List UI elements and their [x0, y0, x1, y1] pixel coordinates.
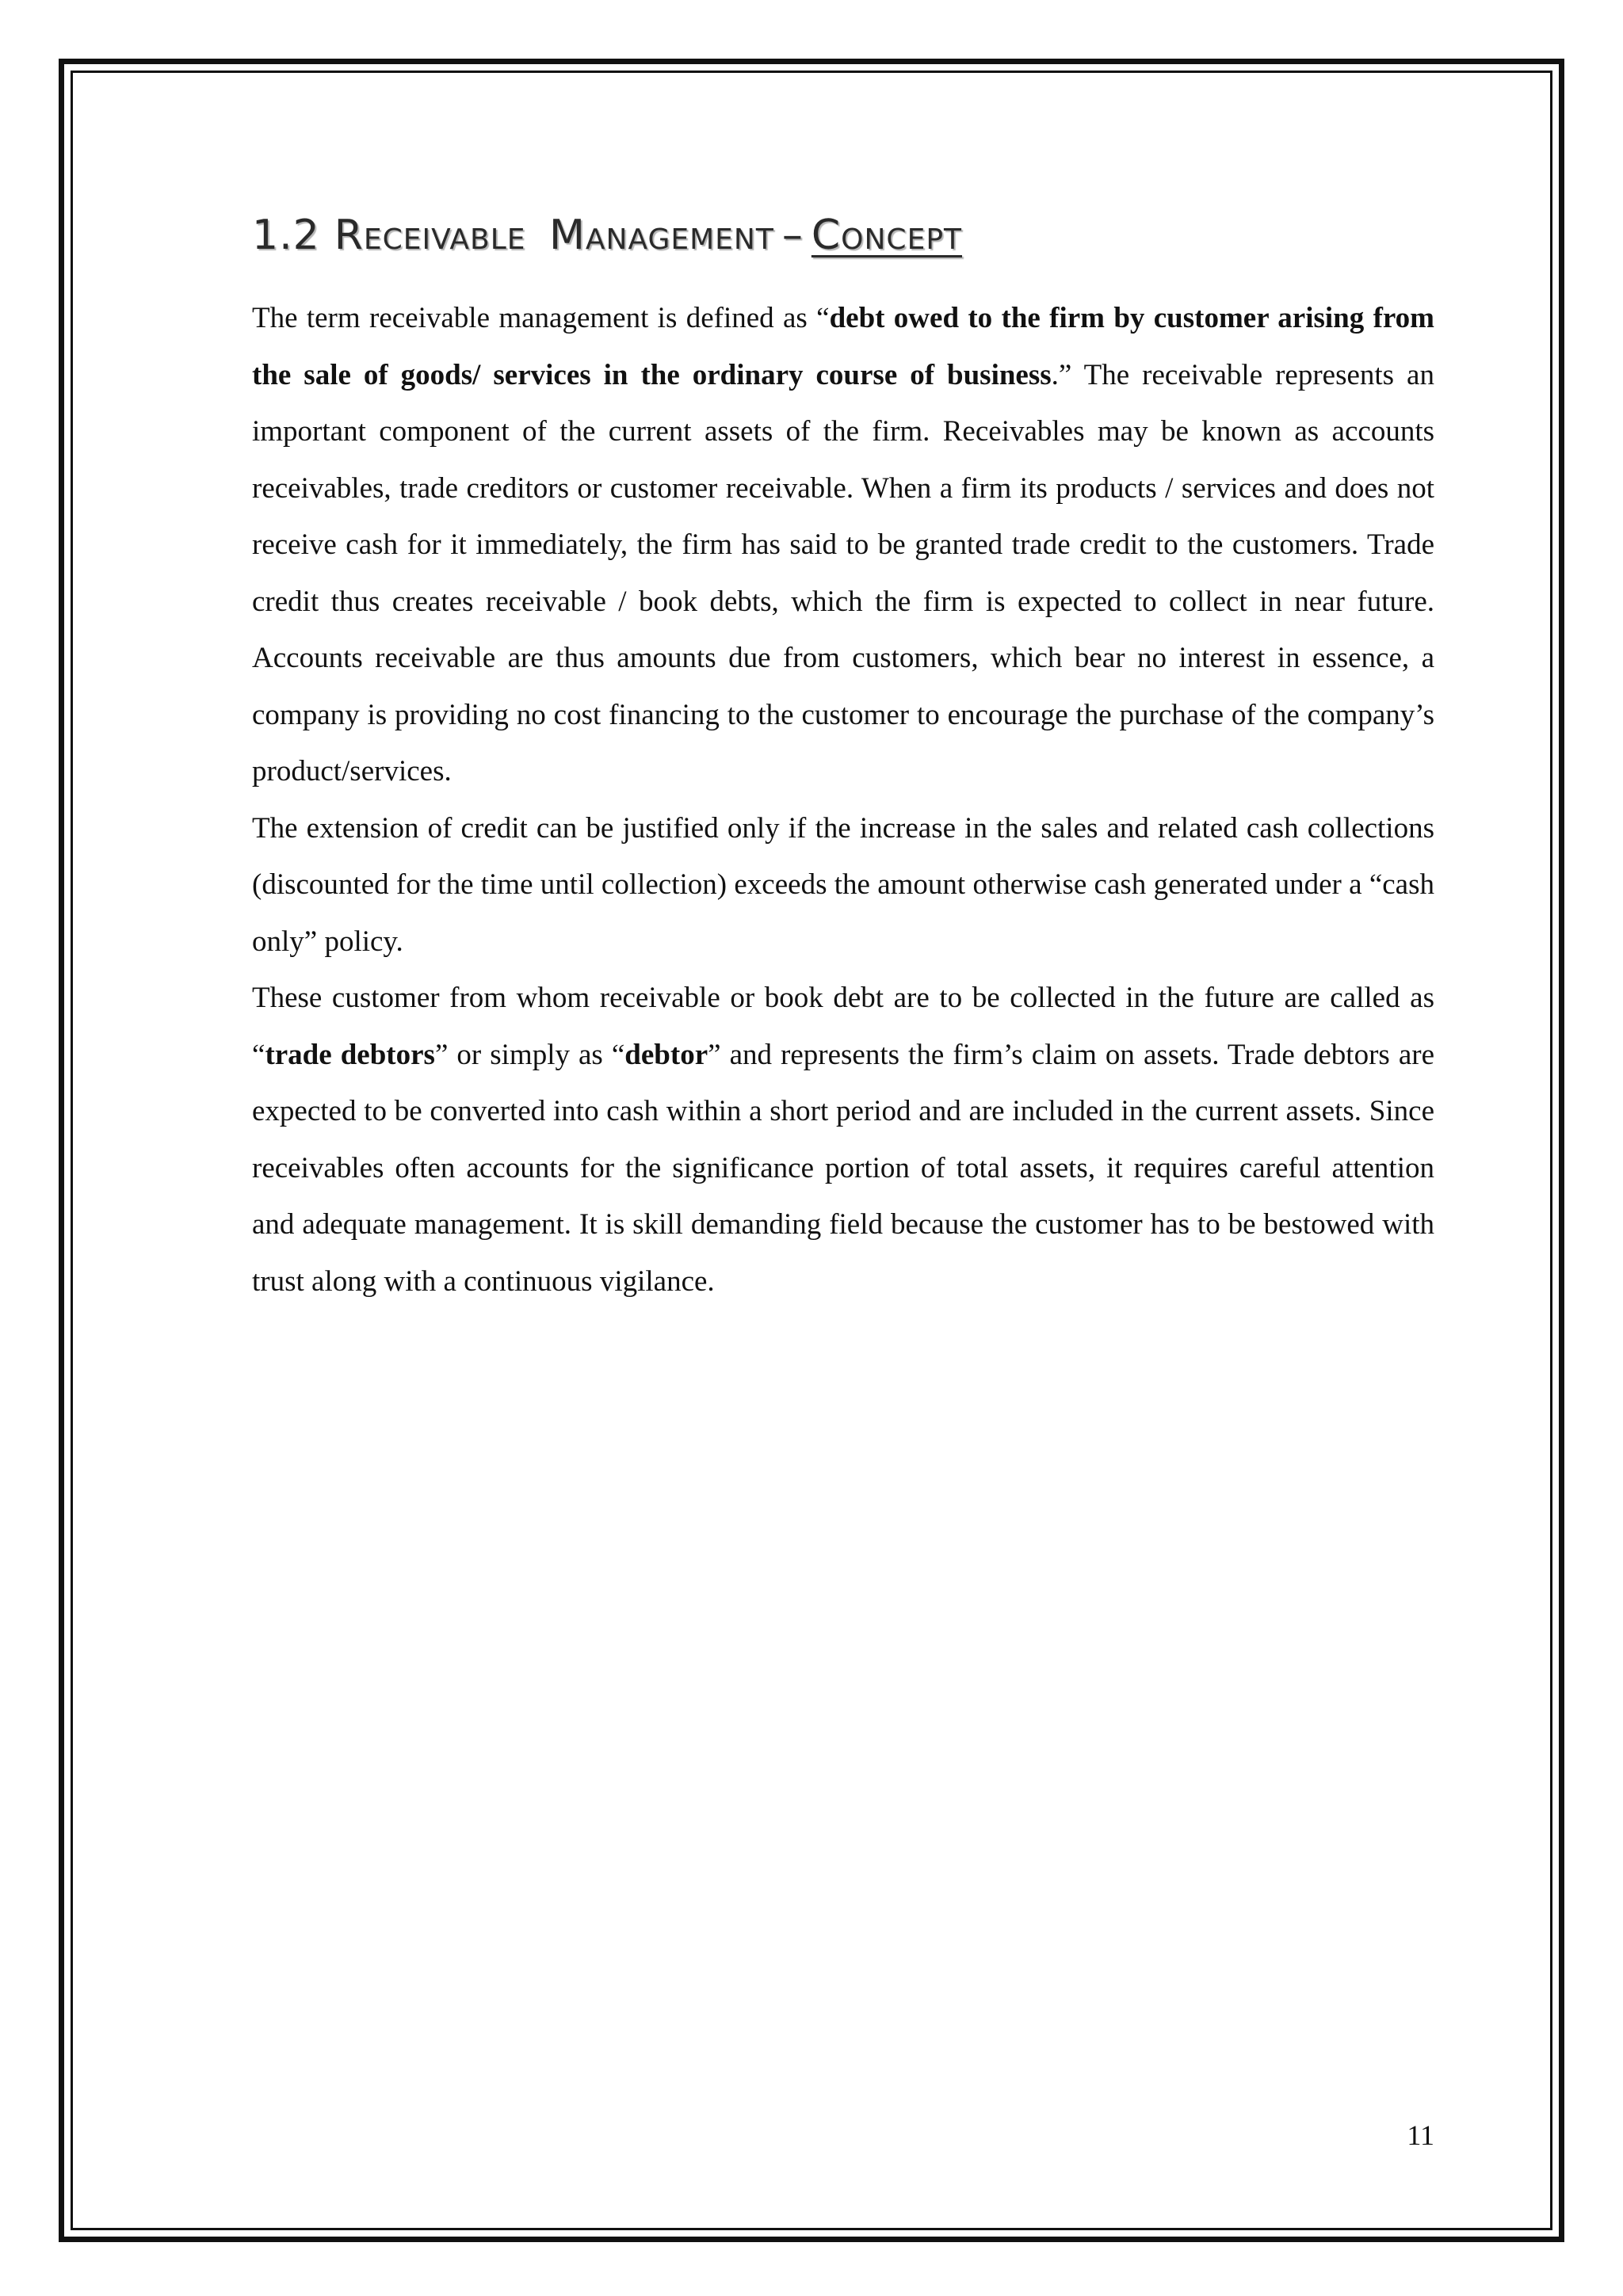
title-dash: –	[781, 212, 804, 259]
paragraph-text: The term receivable management is defined as “	[252, 302, 830, 334]
definition-bold-text: debt owed to the firm by customer arising from the sale of goods/ services in the ordinary course of business	[252, 302, 1434, 391]
paragraph-text: ” or simply as “	[434, 1038, 625, 1071]
section-number: 1.2	[252, 212, 320, 259]
paragraph-credit-extension	[252, 800, 1434, 971]
paragraph-text: .” The receivable represents an important component of the current assets of the firm. Receivables may be known as accounts receivables, trade creditors or customer receivable. When a firm its products / services and does not receive cash for it immediately, the firm has said to be granted trade credit to the customers. Trade credit thus creates receivable / book debts, which the firm is expected to collect in near future. Accounts receivable are thus amounts due from customers, which bear no interest in essence, a company is providing no cost financing to the customer to encourage the purchase of the company’s product/services.	[252, 358, 1434, 788]
section-subtitle-concept: Concept	[811, 212, 963, 259]
paragraph-text: The extension of credit can be justified only if the increase in the sales and related cash collections (discounted for the time until collection) exceeds the amount otherwise cash generated under a “cash only” policy.	[252, 811, 1434, 958]
paragraph-definition	[252, 290, 1434, 800]
paragraph-trade-debtors	[252, 970, 1434, 1310]
paragraph-text: These customer from whom receivable or book debt are to be collected in the future are called as “	[252, 982, 1434, 1071]
trade-debtors-bold: trade debtors	[265, 1038, 435, 1071]
paragraph-text: ” and represents the firm’s claim on assets. Trade debtors are expected to be converted into cash within a short period and are included in the current assets. Since receivables often accounts for the significance portion of total assets, it requires careful attention and adequate management. It is skill demanding field because the customer has to be bestowed with trust along with a continuous vigilance.	[252, 1038, 1434, 1298]
page-number: 11	[1407, 2119, 1434, 2151]
page-content	[252, 208, 1434, 1310]
section-title: Receivable Management	[334, 212, 774, 259]
section-heading	[252, 208, 1434, 263]
debtor-bold: debtor	[624, 1038, 708, 1071]
